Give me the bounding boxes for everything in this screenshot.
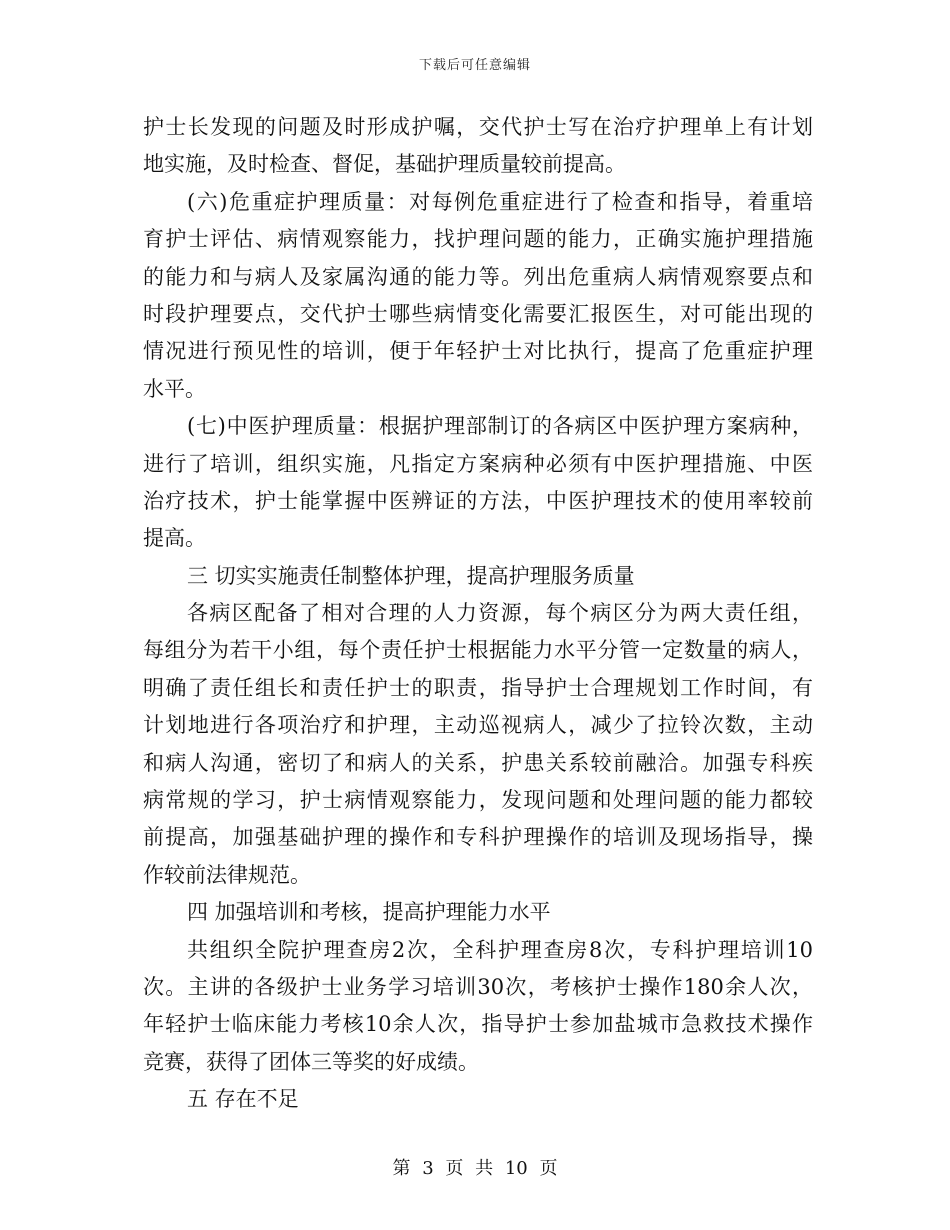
text-line: 各病区配备了相对合理的人力资源，每个病区分为两大责任组， [187,601,813,626]
page-footer: 第 3 页 共 10 页 [392,1158,558,1179]
text-line: 治疗技术，护士能掌握中医辨证的方法，中医护理技术的使用率较前 [143,488,813,513]
text-line: 计划地进行各项治疗和护理，主动巡视病人，减少了拉铃次数，主动 [143,713,813,738]
text-line: 时段护理要点，交代护士哪些病情变化需要汇报医生，对可能出现的 [143,301,813,326]
text-line: 和病人沟通，密切了和病人的关系，护患关系较前融洽。加强专科疾 [143,750,813,775]
text-line: 三 切实实施责任制整体护理，提高护理服务质量 [187,563,635,588]
paragraph [143,595,813,894]
text-line: 提高。 [143,526,206,551]
text-line: 共组织全院护理查房2次，全科护理查房8次，专科护理培训10 [187,937,813,962]
text-line: 每组分为若干小组，每个责任护士根据能力水平分管一定数量的病人， [143,638,813,663]
document-body [143,109,813,1119]
text-line: 护士长发现的问题及时形成护嘱，交代护士写在治疗护理单上有计划 [143,115,813,139]
text-line: 四 加强培训和考核，提高护理能力水平 [187,900,551,925]
text-line: 作较前法律规范。 [143,862,311,887]
paragraph [143,408,813,558]
paragraph [143,109,813,184]
paragraph [143,184,813,408]
text-line: 地实施，及时检查、督促，基础护理质量较前提高。 [143,152,626,177]
text-line: 水平。 [143,376,206,401]
text-line: 病常规的学习，护士病情观察能力，发现问题和处理问题的能力都较 [143,788,813,813]
text-line: 次。主讲的各级护士业务学习培训30次，考核护士操作180余人次， [143,974,813,999]
text-line: 进行了培训，组织实施，凡指定方案病种必须有中医护理措施、中医 [143,451,813,476]
text-line: 育护士评估、病情观察能力，找护理问题的能力，正确实施护理措施 [143,227,813,252]
page-header: 下载后可任意编辑 [418,58,531,73]
text-line: (七)中医护理质量：根据护理部制订的各病区中医护理方案病种， [187,414,813,439]
text-line: (六)危重症护理质量：对每例危重症进行了检查和指导，着重培 [187,189,813,214]
paragraph [143,932,813,1082]
text-line: 竞赛，获得了团体三等奖的好成绩。 [143,1049,479,1074]
text-line: 前提高，加强基础护理的操作和专科护理操作的培训及现场指导，操 [143,825,813,850]
paragraph [143,894,813,931]
text-line: 的能力和与病人及家属沟通的能力等。列出危重病人病情观察要点和 [143,264,813,289]
paragraph [143,1081,813,1118]
text-line: 五 存在不足 [187,1087,299,1112]
text-line: 情况进行预见性的培训，便于年轻护士对比执行，提高了危重症护理 [143,339,813,364]
text-line: 明确了责任组长和责任护士的职责，指导护士合理规划工作时间，有 [143,675,813,700]
text-line: 年轻护士临床能力考核10余人次，指导护士参加盐城市急救技术操作 [143,1012,813,1037]
paragraph [143,558,813,595]
